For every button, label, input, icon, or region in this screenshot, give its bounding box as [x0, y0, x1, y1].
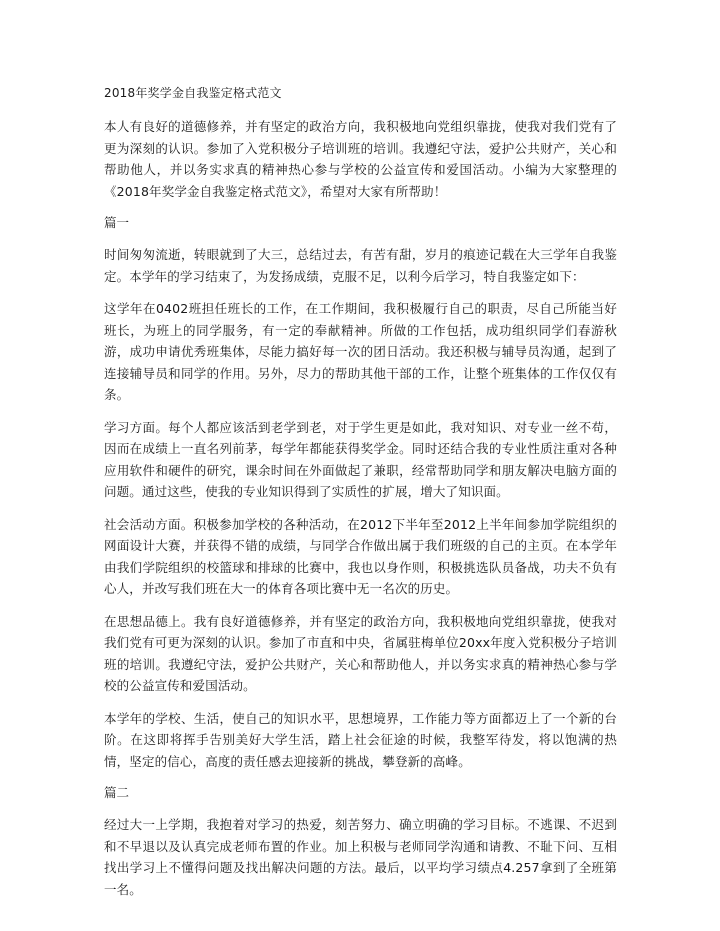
- section2-paragraph-1: 经过大一上学期，我抱着对学习的热爱，刻苦努力、确立明确的学习目标。不逃课、不迟到和不早退以及认真完成老师布置的作业。加上积极与老师同学沟通和请教、不耻下问、互相找出学习上不懂得问题及找出解决问题的方法。最后，以平均学习绩点4.257拿到了全班第一名。: [104, 817, 617, 897]
- intro-paragraph: 本人有良好的道德修养，并有坚定的政治方向，我积极地向党组织靠拢，使我对我们党有了更为深刻的认识。参加了入党积极分子培训班的培训。我遵纪守法，爱护公共财产，关心和帮助他人，并以务实求真的精神热心参与学校的公益宣传和爱国活动。小编为大家整理的《2018年奖学金自我鉴定格式范文》，希望对大家有所帮助！: [104, 119, 617, 199]
- section1-paragraph-3: 学习方面。每个人都应该活到老学到老，对于学生更是如此，我对知识、对专业一丝不苟，因而在成绩上一直名列前茅，每学年都能获得奖学金。同时还结合我的专业性质注重对各种应用软件和硬件的研究，课余时间在外面做起了兼职，经常帮助同学和朋友解决电脑方面的问题。通过这些，使我的专业知识得到了实质性的扩展，增大了知识面。: [104, 419, 617, 499]
- section-heading-2: 篇二: [104, 785, 130, 800]
- section1-paragraph-6: 本学年的学校、生活，使自己的知识水平，思想境界，工作能力等方面都迈上了一个新的台阶。在这即将挥手告别美好大学生活，踏上社会征途的时候，我整军待发，将以饱满的热情，坚定的信心，高度的责任感去迎接新的挑战，攀登新的高峰。: [104, 710, 617, 769]
- section1-paragraph-4: 社会活动方面。积极参加学校的各种活动，在2012下半年至2012上半年间参加学院组织的网面设计大赛，并获得不错的成绩，与同学合作做出属于我们班级的自己的主页。在本学年由我们学院组织的校篮球和排球的比赛中，我也以身作则，积极挑选队员备战，功夫不负有心人，并改写我们班在大一的体育各项比赛中无一名次的历史。: [104, 516, 617, 596]
- section-heading-1: 篇一: [104, 215, 130, 230]
- section1-paragraph-2: 这学年在0402班担任班长的工作，在工作期间，我积极履行自己的职责，尽自己所能当好班长，为班上的同学服务，有一定的奉献精神。所做的工作包括，成功组织同学们春游秋游，成功申请优秀班集体，尽能力搞好每一次的团日活动。我还积极与辅导员沟通，起到了连接辅导员和同学的作用。另外，尽力的帮助其他干部的工作，让整个班集体的工作仅仅有条。: [104, 301, 617, 402]
- section1-paragraph-1: 时间匆匆流逝，转眼就到了大三，总结过去，有苦有甜，岁月的痕迹记载在大三学年自我鉴定。本学年的学习结束了，为发扬成绩，克服不足，以利今后学习，特自我鉴定如下：: [104, 247, 617, 284]
- document-title: 2018年奖学金自我鉴定格式范文: [104, 86, 282, 100]
- section1-paragraph-5: 在思想品德上。我有良好道德修养，并有坚定的政治方向，我积极地向党组织靠拢，使我对我们党有可更为深刻的认识。参加了市直和中央，省属驻梅单位20xx年度入党积极分子培训班的培训。我遵纪守法，爱护公共财产，关心和帮助他人，并以务实求真的精神热心参与学校的公益宣传和爱国活动。: [104, 613, 617, 693]
